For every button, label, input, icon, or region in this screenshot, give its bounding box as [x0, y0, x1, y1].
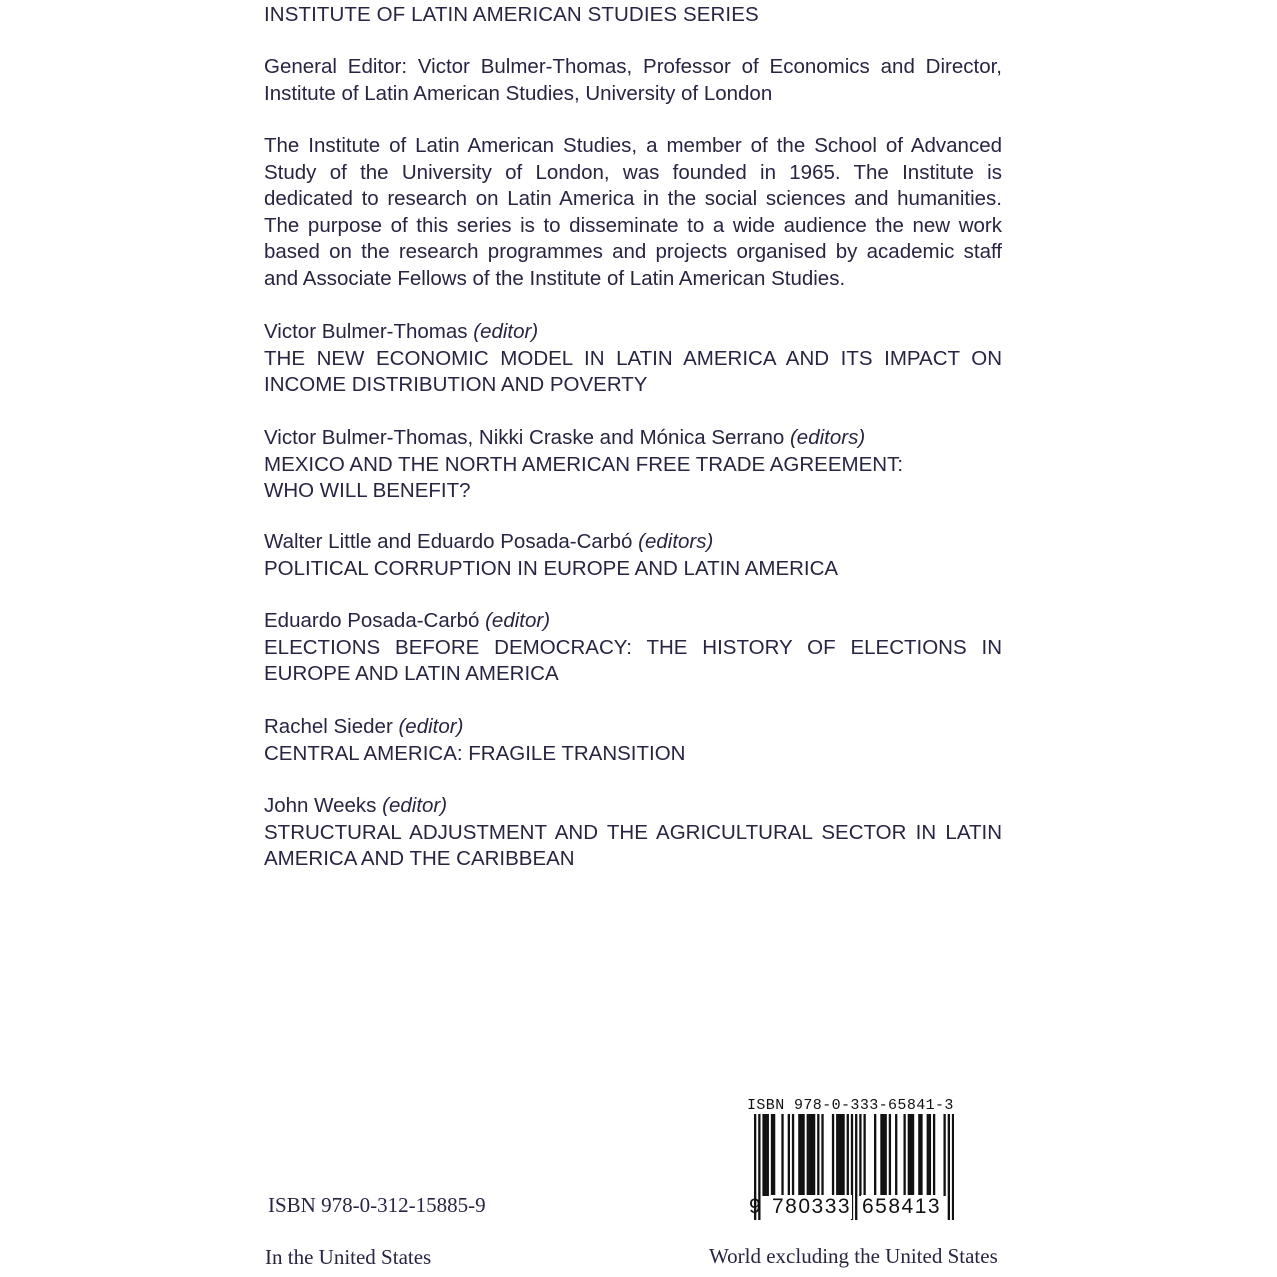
barcode-bar	[811, 1114, 813, 1196]
book-role: (editors)	[789, 426, 866, 449]
barcode-bar	[874, 1114, 876, 1196]
barcode-bar	[821, 1114, 823, 1196]
series-intro: The Institute of Latin American Studies, a member of the School of Advanced Study of the University of London, was founded in 1965. The Institute is dedicated to research on Latin America in the social sciences and humanities. The purpose of this series is to disseminate to a wide audience the new work based on the research programmes and projects organised by academic staff and Associate Fellows of the Institute of Latin American Studies.	[264, 134, 1002, 290]
barcode-bar	[948, 1114, 950, 1220]
barcode-bar	[912, 1114, 914, 1196]
book-role: (editors)	[638, 530, 714, 553]
book-author: Rachel Sieder	[264, 715, 393, 738]
isbn-us: ISBN 978-0-312-15885-9	[268, 1193, 486, 1217]
barcode-bar	[903, 1114, 905, 1196]
barcode-bar	[762, 1114, 764, 1196]
barcode-bar	[918, 1114, 920, 1196]
barcode-bar	[882, 1114, 884, 1196]
book-title: ELECTIONS BEFORE DEMOCRACY: THE HISTORY OF ELECTIONS IN EUROPE AND LATIN AMERICA	[264, 635, 1002, 685]
barcode-isbn-label: ISBN 978-0-333-65841-3	[747, 1097, 954, 1114]
barcode-bar	[788, 1114, 790, 1196]
barcode-digit-group-right: 658413	[862, 1195, 942, 1218]
barcode-bar	[943, 1114, 945, 1196]
barcode-bar	[771, 1114, 773, 1196]
book-role: (editor)	[382, 794, 448, 817]
barcode-bar	[908, 1114, 910, 1196]
book-entry	[264, 529, 1002, 582]
book-title: CENTRAL AMERICA: FRAGILE TRANSITION	[264, 741, 686, 765]
book-entry	[264, 714, 1002, 767]
barcode-bar	[840, 1114, 842, 1196]
book-role: (editor)	[473, 320, 539, 343]
barcode-bar	[929, 1114, 931, 1196]
barcode-bar	[838, 1114, 840, 1196]
barcode-bar	[952, 1114, 954, 1220]
general-editor: General Editor: Victor Bulmer-Thomas, Professor of Economics and Director, Institute of Latin American Studies, University of London	[264, 55, 1002, 105]
barcode-bar	[813, 1114, 815, 1196]
book-title: POLITICAL CORRUPTION IN EUROPE AND LATIN AMERICA	[264, 556, 839, 580]
book-entry	[264, 608, 1002, 688]
barcode-bar	[832, 1114, 834, 1196]
book-entry	[264, 319, 1002, 399]
barcode-bar	[859, 1114, 861, 1196]
barcode-bar	[765, 1114, 767, 1196]
barcode-bar	[773, 1114, 775, 1196]
barcode-bar	[781, 1114, 783, 1196]
barcode-bar	[809, 1114, 811, 1196]
barcode-bar	[880, 1114, 882, 1196]
book-title: STRUCTURAL ADJUSTMENT AND THE AGRICULTURAL SECTOR IN LATIN AMERICA AND THE CARIBBEAN	[264, 820, 1002, 870]
series-title: INSTITUTE OF LATIN AMERICAN STUDIES SERIES	[264, 3, 759, 26]
barcode-bar	[800, 1114, 802, 1196]
book-author: John Weeks	[264, 794, 377, 817]
barcode-bar	[836, 1114, 838, 1196]
barcode-digit-group-left: 780333	[772, 1195, 852, 1218]
book-author: Eduardo Posada-Carbó	[264, 609, 480, 632]
barcode-bar	[802, 1114, 804, 1196]
barcode-digit-first: 9	[749, 1195, 761, 1218]
barcode-bar	[885, 1114, 887, 1196]
barcode-bar	[798, 1114, 800, 1196]
region-world: World excluding the United States	[709, 1244, 998, 1268]
book-title: THE NEW ECONOMIC MODEL IN LATIN AMERICA AND ITS IMPACT ON INCOME DISTRIBUTION AND POVERTY	[264, 346, 1002, 396]
barcode-bar	[855, 1114, 857, 1220]
book-entry	[264, 425, 1002, 505]
book-title: MEXICO AND THE NORTH AMERICAN FREE TRADE AGREEMENT: WHO WILL BENEFIT?	[264, 452, 904, 502]
barcode-bar	[927, 1114, 929, 1196]
barcode-bar	[863, 1114, 865, 1196]
barcode-bar	[807, 1114, 809, 1196]
barcode-bar	[910, 1114, 912, 1196]
barcode-bar	[842, 1114, 844, 1196]
book-role: (editor)	[485, 609, 551, 632]
book-entry	[264, 793, 1002, 873]
barcode-bar	[767, 1114, 769, 1196]
barcode-bar	[817, 1114, 819, 1196]
barcode-bar	[920, 1114, 922, 1196]
book-author: Walter Little and Eduardo Posada-Carbó	[264, 530, 633, 553]
book-role: (editor)	[398, 715, 464, 738]
barcode-bar	[792, 1114, 794, 1196]
region-us: In the United States	[265, 1245, 432, 1269]
barcode-bar	[895, 1114, 897, 1196]
barcode-bar	[889, 1114, 891, 1196]
barcode-bar	[933, 1114, 935, 1196]
book-author: Victor Bulmer-Thomas, Nikki Craske and Mónica Serrano	[264, 426, 785, 449]
book-author: Victor Bulmer-Thomas	[264, 320, 468, 343]
barcode-bar	[847, 1114, 849, 1196]
